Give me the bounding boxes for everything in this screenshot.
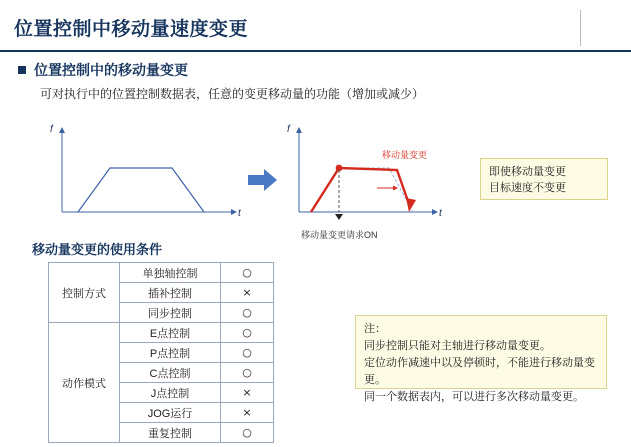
slide-header: [0, 6, 631, 44]
conditions-title: 移动量变更的使用条件: [32, 242, 163, 257]
graph-after-change-svg: [285, 126, 450, 226]
table-cell-item: C点控制: [120, 363, 221, 383]
note-restrictions-line1: 注：: [364, 323, 386, 335]
page-title: 位置控制中移动量速度变更: [14, 19, 249, 40]
table-cell-item: 单独轴控制: [120, 263, 221, 283]
note-speed-unchanged-line1: 即使移动量变更: [489, 166, 566, 178]
note-speed-unchanged-line2: 目标速度不变更: [489, 182, 566, 194]
table-cell-mark: ○: [221, 323, 274, 343]
graph-after-y-label: f: [287, 124, 290, 135]
table-cell-mark: ○: [221, 423, 274, 443]
table-cell-item: 插补控制: [120, 283, 221, 303]
table-cell-category: 动作模式: [49, 323, 120, 443]
table-cell-item: J点控制: [120, 383, 221, 403]
graph-before-x-label: t: [238, 208, 241, 219]
section-heading: [18, 60, 188, 80]
table-cell-item: 同步控制: [120, 303, 221, 323]
table-cell-mark: ×: [221, 383, 274, 403]
conditions-table: [48, 262, 274, 443]
table-cell-mark: ○: [221, 303, 274, 323]
table-row: [49, 323, 274, 343]
table-cell-category: 控制方式: [49, 263, 120, 323]
table-cell-mark: ×: [221, 283, 274, 303]
table-cell-item: 重复控制: [120, 423, 221, 443]
note-restrictions-line4: 同一个数据表内，可以进行多次移动量变更。: [364, 391, 584, 403]
graph-request-annotation: 移动量变更请求ON: [301, 230, 378, 240]
table-cell-mark: ○: [221, 343, 274, 363]
graph-before-y-label: f: [50, 124, 53, 135]
graph-after-change: [285, 126, 450, 226]
table-row: [49, 263, 274, 283]
note-speed-unchanged: [480, 158, 608, 200]
header-rule: [0, 50, 631, 52]
note-restrictions-line3: 定位动作减速中以及停顿时，不能进行移动量变更。: [364, 357, 595, 386]
graph-after-x-label: t: [439, 208, 442, 219]
table-cell-item: E点控制: [120, 323, 221, 343]
right-arrow-icon: [248, 168, 278, 192]
table-cell-item: JOG运行: [120, 403, 221, 423]
graph-before-change: [48, 126, 248, 226]
section-body-text: 可对执行中的位置控制数据表，任意的变更移动量的功能（增加或减少）: [40, 87, 425, 101]
note-restrictions: [355, 315, 607, 403]
graph-change-annotation: 移动量变更: [382, 150, 428, 160]
section-heading-label: 位置控制中的移动量变更: [34, 62, 188, 78]
note-restrictions-line2: 同步控制只能对主轴进行移动量变更。: [364, 340, 551, 352]
table-cell-mark: ×: [221, 403, 274, 423]
table-cell-mark: ○: [221, 363, 274, 383]
square-bullet-icon: [18, 66, 26, 74]
graph-before-change-svg: [48, 126, 248, 226]
table-cell-mark: ○: [221, 263, 274, 283]
table-cell-item: P点控制: [120, 343, 221, 363]
header-divider: [580, 10, 581, 46]
